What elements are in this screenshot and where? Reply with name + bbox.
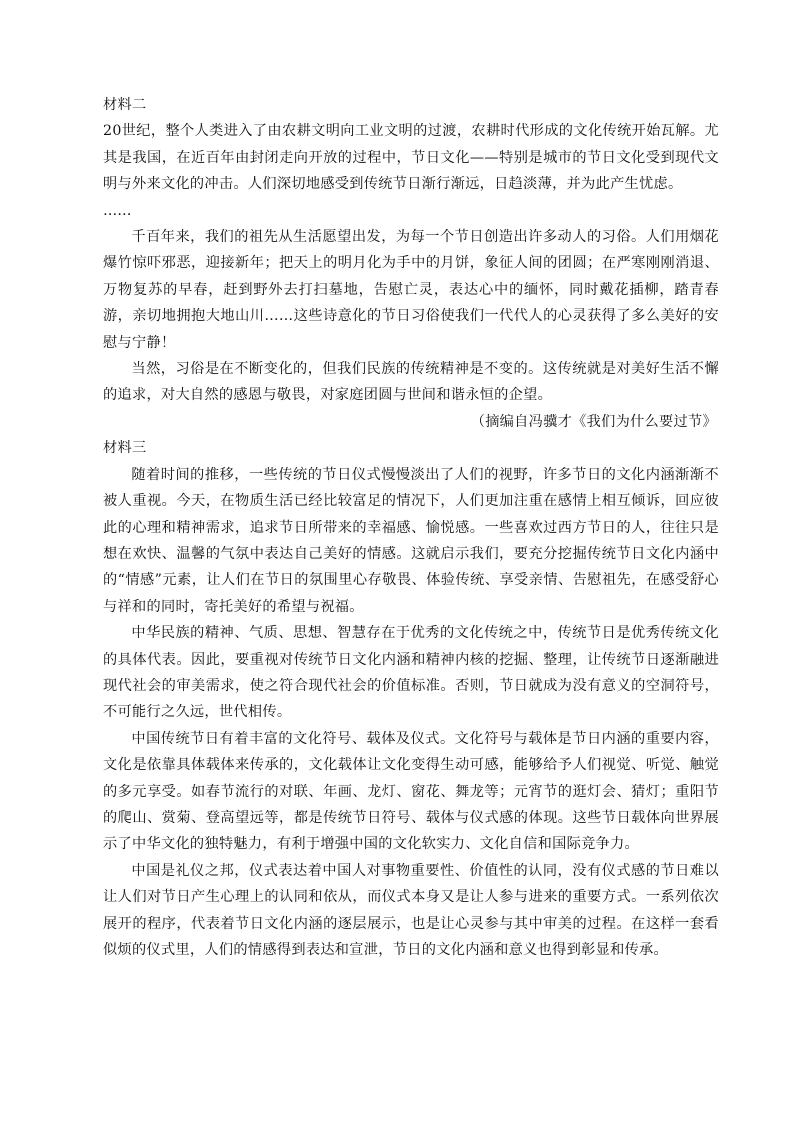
- material-3-paragraph-2: 中华民族的精神、气质、思想、智慧存在于优秀的文化传统之中，传统节日是优秀传统文化的具体代表。因此，要重视对传统节日文化内涵和精神内核的挖掘、整理，让传统节日逐渐融进现代社会的审美需求，使之符合现代社会的价值标准。否则，节日就成为没有意义的空洞符号，不可能行之久远，世代相传。: [103, 625, 719, 721]
- material-2-heading: 材料二: [103, 97, 147, 113]
- material-2-ellipsis: ……: [103, 202, 132, 219]
- material-2-paragraph-3: 当然，习俗是在不断变化的，但我们民族的传统精神是不变的。这传统就是对美好生活不懈的追求，对大自然的感恩与敬畏，对家庭团圆与世间和谐永恒的企望。: [103, 361, 719, 404]
- material-3-paragraph-1: 随着时间的推移，一些传统的节日仪式慢慢淡出了人们的视野，许多节日的文化内涵渐渐不被人重视。今天，在物质生活已经比较富足的情况下，人们更加注重在感情上相互倾诉，回应彼此的心理和精神需求，追求节日所带来的幸福感、愉悦感。一些喜欢过西方节日的人，往往只是想在欢快、温馨的气氛中表达自己美好的情感。这就启示我们，要充分挖掘传统节日文化内涵中的“情感”元素，让人们在节日的氛围里心存敬畏、体验传统、享受亲情、告慰祖先，在感受舒心与祥和的同时，寄托美好的希望与祝福。: [103, 466, 719, 615]
- material-2-source: （摘编自冯骥才《我们为什么要过节》: [470, 413, 717, 430]
- material-2-paragraph-2: 千百年来，我们的祖先从生活愿望出发，为每一个节日创造出许多动人的习俗。人们用烟花爆竹惊吓邪恶，迎接新年；把天上的明月化为手中的月饼，象征人间的团圆；在严寒刚刚消退、万物复苏的早春，赶到野外去打扫墓地，告慰亡灵，表达心中的缅怀，同时戴花插柳，踏青春游，亲切地拥抱大地山川……这些诗意化的节日习俗使我们一代代人的心灵获得了多么美好的安慰与宁静！: [103, 229, 719, 351]
- material-3-heading: 材料三: [103, 440, 147, 457]
- material-2-paragraph-1: 20世纪，整个人类进入了由农耕文明向工业文明的过渡，农耕时代形成的文化传统开始瓦解。尤其是我国，在近百年由封闭走向开放的过程中，节日文化——特别是城市的节日文化受到现代文明与外来文化的冲击。人们深切地感受到传统节日渐行渐远，日趋淡薄，并为此产生忧虑。: [103, 123, 719, 193]
- material-3-paragraph-4: 中国是礼仪之邦，仪式表达着中国人对事物重要性、价值性的认同，没有仪式感的节日难以让人们对节日产生心理上的认同和依从，而仪式本身又是让人参与进来的重要方式。一系列依次展开的程序，代表着节日文化内涵的逐层展示，也是让心灵参与其中审美的过程。在这样一套看似烦的仪式里，人们的情感得到表达和宣泄，节日的文化内涵和意义也得到彰显和传承。: [103, 862, 719, 958]
- document-page: [103, 92, 719, 963]
- material-3-paragraph-3: 中国传统节日有着丰富的文化符号、载体及仪式。文化符号与载体是节日内涵的重要内容，文化是依靠具体载体来传承的，文化载体让文化变得生动可感，能够给予人们视觉、听觉、触觉的多元享受。如春节流行的对联、年画、龙灯、窗花、舞龙等；元宵节的逛灯会、猜灯；重阳节的爬山、赏菊、登高望远等，都是传统节日符号、载体与仪式感的体现。这些节日载体向世界展示了中华文化的独特魅力，有利于增强中国的文化软实力、文化自信和国际竞争力。: [103, 730, 719, 853]
